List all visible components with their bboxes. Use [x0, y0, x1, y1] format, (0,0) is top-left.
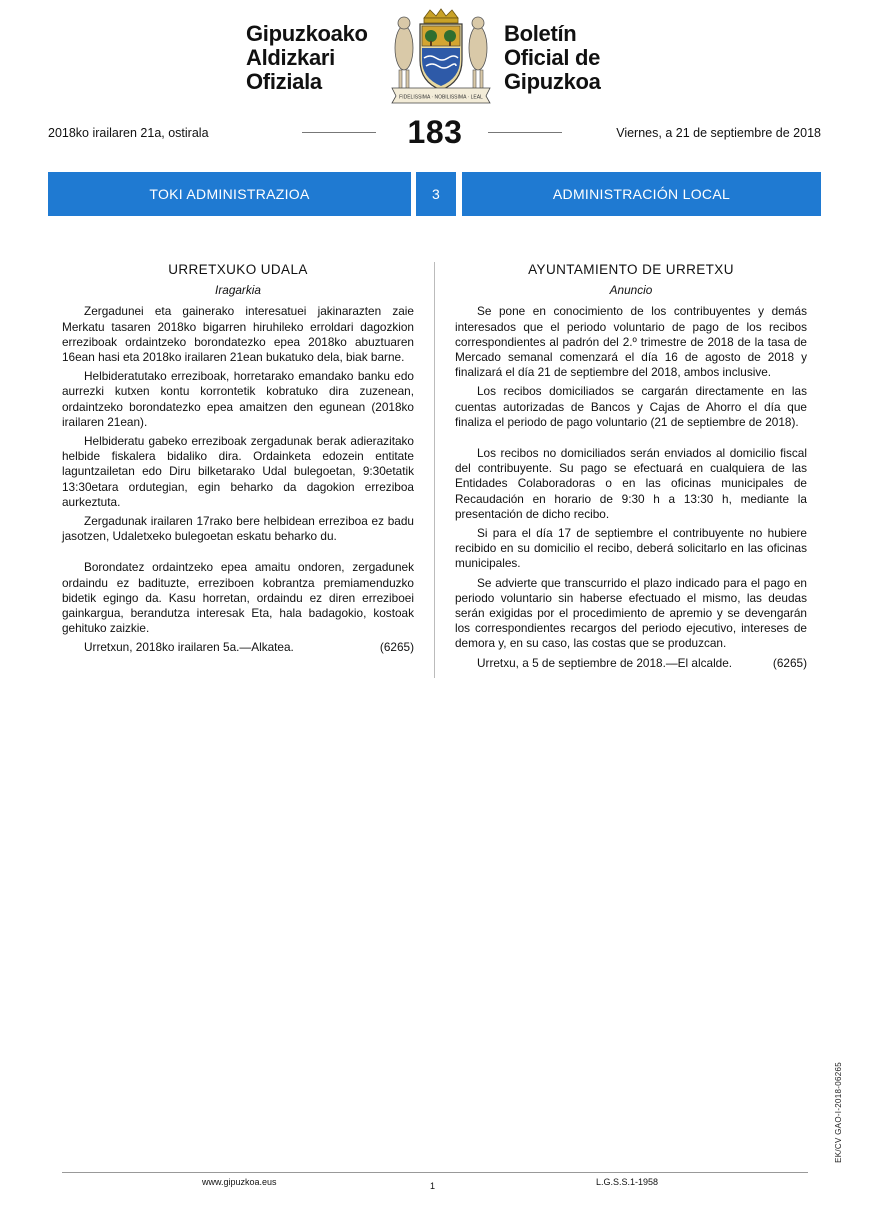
paragraph: Helbideratu gabeko erreziboak zergadunak berak adierazitako helbide fiskalera bidaliko dira. Ordainketa edozein entitate laguntzailetan edo Diru bilketarako Udal bulegoetan, 9:30etatik 13:30etara ordutegian, egin beharko da dagokion erreziboa aurkeztuta.: [62, 434, 414, 509]
announcement-subheading: Anuncio: [609, 283, 653, 298]
masthead-line: Gipuzkoako: [246, 21, 368, 46]
masthead-line: Gipuzkoa: [504, 69, 601, 94]
crest-banner-text: FIDELISSIMA · NOBILISSIMA · LEAL: [399, 94, 483, 101]
paragraph: Se advierte que transcurrido el plazo indicado para el pago en periodo voluntario sin haberse efectuado el mismo, las deudas serán exigidas por el procedimiento de apremio y se devengarán los correspondientes recargos del periodo ejecutivo, intereses de demora y, en su caso, las costas que se produzcan.: [455, 575, 807, 651]
date-basque: 2018ko irailaren 21a, ostirala: [48, 126, 209, 140]
paragraph: Los recibos no domiciliados serán enviados al domicilio fiscal del contribuyente. Su pago se efectuará en cualquiera de las Entidades Colaboradoras o en las oficinas municipales de Recaudación en horario de 9:30 h a 13:30 h, mediante la presentación de dicho recibo.: [455, 446, 807, 521]
document-code: EK/CV GAO-I-2018-06265: [834, 1062, 843, 1163]
signature: Urretxu, a 5 de septiembre de 2018.—El alcalde.: [477, 655, 733, 670]
paragraph: Los recibos domiciliados se cargarán directamente en las cuentas autorizadas de Bancos y Cajas de Ahorro el día que finaliza el periodo de pago voluntario (21 de septiembre de 2018).: [455, 384, 807, 429]
signature-line: [62, 640, 414, 655]
date-spanish: Viernes, a 21 de septiembre de 2018: [616, 126, 821, 140]
section-number: 3: [416, 172, 456, 216]
gipuzkoa-coat-of-arms-logo: [386, 8, 496, 104]
masthead-title-spanish: [504, 22, 601, 94]
announcement-heading: AYUNTAMIENTO DE URRETXU: [528, 262, 734, 277]
signature-line: [455, 656, 807, 671]
divider-rule: [302, 132, 376, 133]
reference-number: (6265): [379, 640, 414, 655]
page-number: 1: [430, 1181, 436, 1191]
reference-number: (6265): [772, 655, 807, 670]
section-bar-spanish: ADMINISTRACIÓN LOCAL: [462, 172, 821, 216]
masthead-title-basque: [246, 22, 368, 94]
announcement-subheading: Iragarkia: [215, 283, 261, 298]
paragraph: Borondatez ordaintzeko epea amaitu ondoren, zergadunek ordaindu ez badituzte, erreziboen kobrantza premiamenduzko bidetik egingo da. Kasu horretan, ordaindu ez diren erreziboei gainkargua, berandutza interesak Eta, hala badagokio, kostoak gehituko zaizkie.: [62, 560, 414, 636]
signature: Urretxun, 2018ko irailaren 5a.—Alkatea.: [84, 640, 294, 655]
footer-rule: [62, 1172, 808, 1173]
announcement-basque: [62, 262, 414, 656]
issue-number: 183: [407, 114, 463, 150]
paragraph: Se pone en conocimiento de los contribuyentes y demás interesados que el periodo voluntario de pago de los recibos correspondientes al padrón del 2.º trimestre de 2018 de la tasa de Mercado semanal comenzará el día 16 de agosto de 2018 y finalizará el día 21 de septiembre del 2018, ambos inclusive.: [455, 304, 807, 380]
paragraph: Si para el día 17 de septiembre el contribuyente no hubiere recibido en su domicilio el recibo, deberá solicitarlo en las oficinas municipales.: [455, 526, 807, 571]
announcement-heading: URRETXUKO UDALA: [168, 262, 308, 277]
column-divider: [434, 262, 435, 678]
divider-rule: [488, 132, 562, 133]
masthead-line: Aldizkari: [246, 45, 335, 70]
paragraph: Helbideratutako erreziboak, horretarako emandako banku edo aurrezki kutxen kontu korrontetik kobratuko dira zuzenean, ordaintzeko borondatezko epea amaitzen den egunean (2018ko irailaren 21ean).: [62, 369, 414, 429]
footer-legal-code: L.G.S.S.1-1958: [596, 1177, 659, 1187]
masthead-line: Oficial de: [504, 45, 601, 70]
footer-url-link[interactable]: www.gipuzkoa.eus: [202, 1177, 277, 1187]
section-bar-basque: TOKI ADMINISTRAZIOA: [48, 172, 411, 216]
masthead-line: Boletín: [504, 21, 577, 46]
paragraph: Zergadunei eta gainerako interesatuei jakinarazten zaie Merkatu tasaren 2018ko bigarren hiruhileko erroldari dagozkion erreziboak ordaintzeko borondatezko epea 2018ko abuztuaren 16ean hasi eta 2018ko irailaren 21ean bukatuko dela, biak barne.: [62, 304, 414, 365]
masthead-line: Ofiziala: [246, 69, 322, 94]
paragraph: Zergadunak irailaren 17rako bere helbidean erreziboa ez badu jasotzen, Udaletxeko bulegoetan eskatu beharko du.: [62, 514, 414, 544]
announcement-spanish: [455, 262, 807, 671]
